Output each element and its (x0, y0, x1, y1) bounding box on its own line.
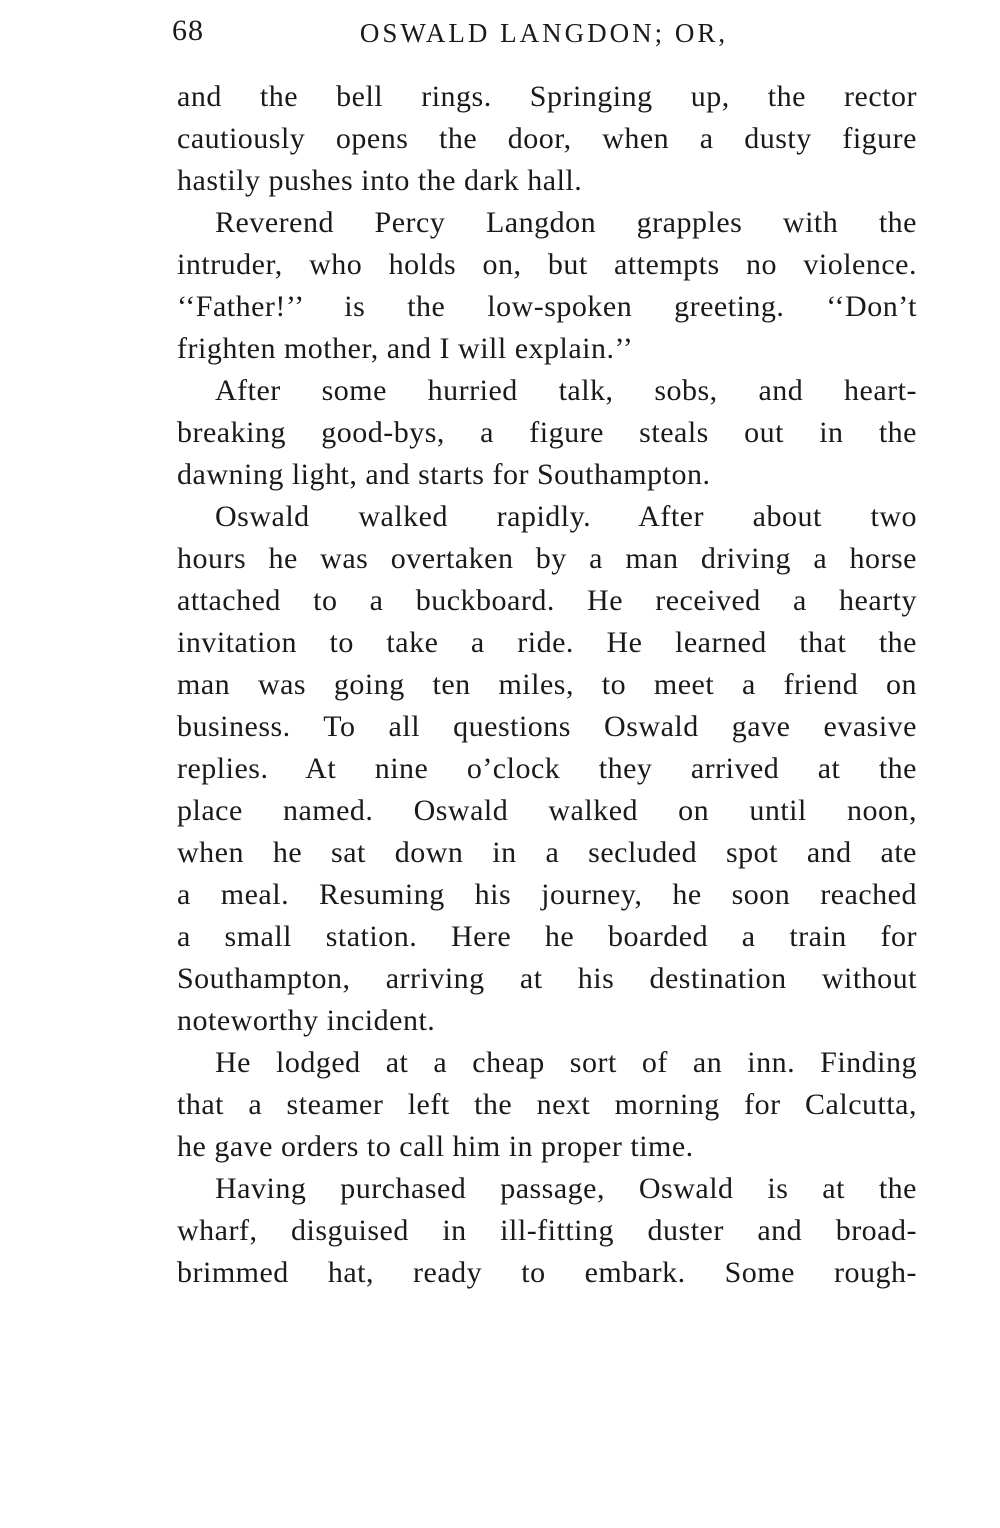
text-line: when he sat down in a secluded spot and ate (177, 836, 917, 869)
text-line: noteworthy incident. (177, 1004, 436, 1037)
text-line: frighten mother, and I will explain.’’ (177, 332, 634, 365)
text-line: He lodged at a cheap sort of an inn. Finding (215, 1046, 917, 1079)
text-line: man was going ten miles, to meet a friend on (177, 668, 917, 701)
running-title: OSWALD LANGDON; OR, (359, 18, 729, 48)
running-head (172, 14, 916, 58)
text-line: hastily pushes into the dark hall. (177, 164, 583, 197)
body-text (177, 76, 917, 1294)
text-line: Reverend Percy Langdon grapples with the (215, 206, 917, 239)
text-line: and the bell rings. Springing up, the rector (177, 80, 917, 113)
text-line: intruder, who holds on, but attempts no violence. (177, 248, 917, 281)
text-line: he gave orders to call him in proper time. (177, 1130, 694, 1163)
text-line: dawning light, and starts for Southampton. (177, 458, 711, 491)
text-line: wharf, disguised in ill-fitting duster and broad- (177, 1214, 917, 1247)
text-line: Having purchased passage, Oswald is at the (215, 1172, 917, 1205)
text-line: Southampton, arriving at his destination without (177, 962, 917, 995)
text-line: a small station. Here he boarded a train for (177, 920, 917, 953)
text-line: Oswald walked rapidly. After about two (215, 500, 917, 533)
text-line: hours he was overtaken by a man driving a horse (177, 542, 917, 575)
text-line: invitation to take a ride. He learned that the (177, 626, 917, 659)
text-line: business. To all questions Oswald gave evasive (177, 710, 917, 743)
text-line: replies. At nine o’clock they arrived at the (177, 752, 917, 785)
text-line: brimmed hat, ready to embark. Some rough- (177, 1256, 917, 1289)
text-line: a meal. Resuming his journey, he soon reached (177, 878, 917, 911)
text-line: After some hurried talk, sobs, and heart- (215, 374, 917, 407)
text-line: attached to a buckboard. He received a hearty (177, 584, 917, 617)
page-number: 68 (172, 14, 204, 47)
text-line: ‘‘Father!’’ is the low-spoken greeting. ‘‘Don’t (177, 290, 917, 323)
text-line: breaking good-bys, a figure steals out in the (177, 416, 917, 449)
text-line: that a steamer left the next morning for Calcutta, (177, 1088, 917, 1121)
text-line: place named. Oswald walked on until noon, (177, 794, 917, 827)
text-line: cautiously opens the door, when a dusty figure (177, 122, 917, 155)
